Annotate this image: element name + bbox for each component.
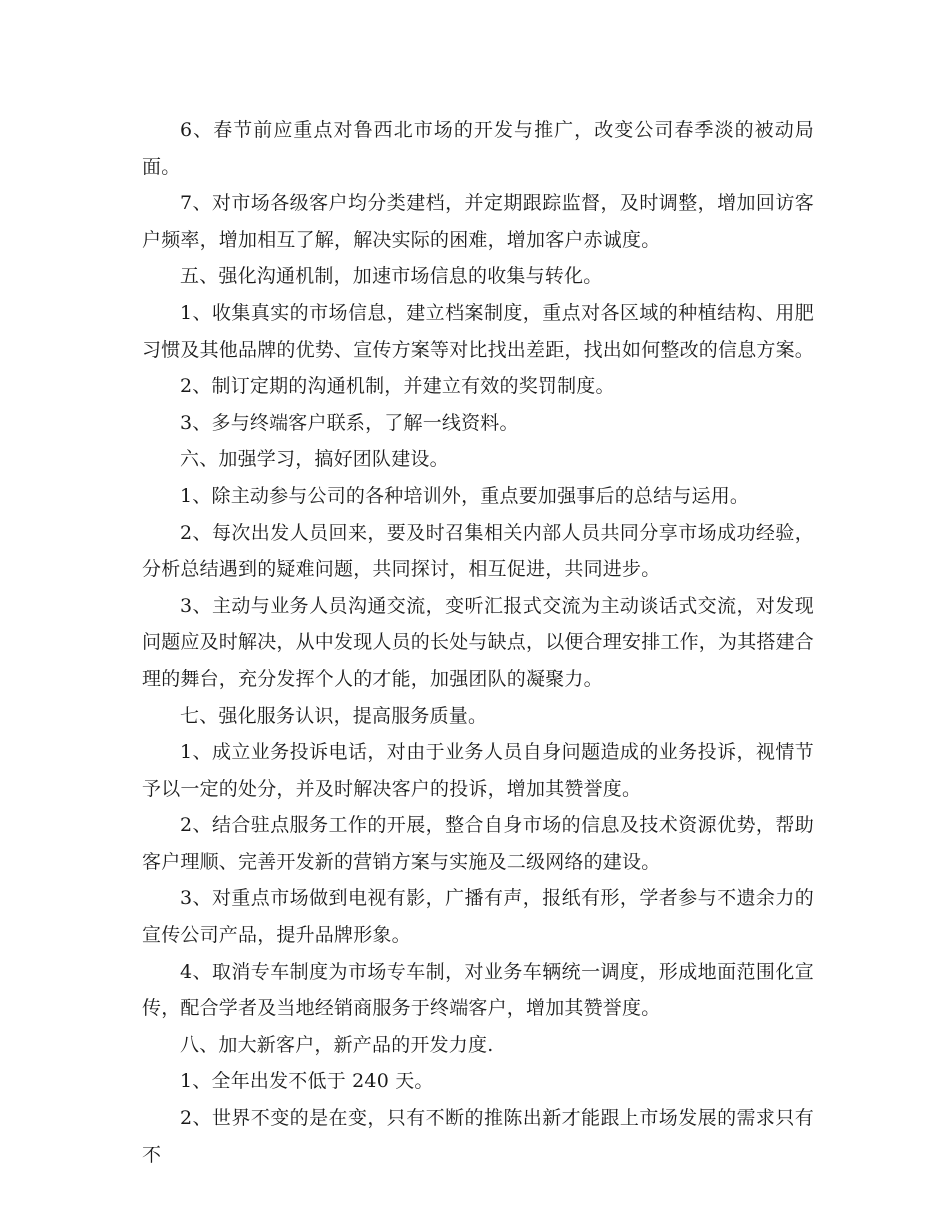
paragraph-5-2-reward-system: 2、制订定期的沟通机制，并建立有效的奖罚制度。 — [180, 375, 615, 398]
paragraph-7-customer-files: 7、对市场各级客户均分类建档，并定期跟踪监督，及时调整，增加回访客户频率，增加相互了解，解决实际的困难，增加客户赤诚度。 — [142, 192, 814, 251]
section-heading-5-communication: 五、强化沟通机制，加速市场信息的收集与转化。 — [180, 265, 603, 288]
paragraph-7-1-complaint-line: 1、成立业务投诉电话，对由于业务人员自身问题造成的业务投诉，视情节予以一定的处分，并及时解决客户的投诉，增加其赞誉度。 — [142, 741, 814, 800]
paragraph-7-2-onsite-service: 2、结合驻点服务工作的开展，整合自身市场的信息及技术资源优势，帮助客户理顺、完善开发新的营销方案与实施及二级网络的建设。 — [142, 814, 814, 873]
paragraph-6-2-share-experience: 2、每次出发人员回来，要及时召集相关内部人员共同分享市场成功经验，分析总结遇到的疑难问题，共同探讨，相互促进，共同进步。 — [142, 521, 814, 581]
section-heading-6-team-building: 六、加强学习，搞好团队建设。 — [180, 448, 449, 471]
section-heading-7-service: 七、强化服务认识，提高服务质量。 — [180, 704, 488, 727]
paragraph-8-2-innovation: 2、世界不变的是在变，只有不断的推陈出新才能跟上市场发展的需求只有不 — [142, 1107, 814, 1166]
paragraph-5-1-market-info: 1、收集真实的市场信息，建立档案制度，重点对各区域的种植结构、用肥习惯及其他品牌的优势、宣传方案等对比找出差距，找出如何整改的信息方案。 — [142, 301, 815, 361]
paragraph-6-spring-festival: 6、春节前应重点对鲁西北市场的开发与推广，改变公司春季淡的被动局面。 — [142, 119, 814, 178]
paragraph-8-1-travel-days: 1、全年出发不低于 240 天。 — [180, 1070, 434, 1093]
document-body — [142, 112, 814, 1173]
paragraph-5-3-end-customers: 3、多与终端客户联系，了解一线资料。 — [180, 411, 519, 434]
paragraph-6-3-communication: 3、主动与业务人员沟通交流，变听汇报式交流为主动谈话式交流，对发现问题应及时解决，从中发现人员的长处与缺点，以便合理安排工作，为其搭建合理的舞台，充分发挥个人的才能，加强团队的凝聚力。 — [142, 594, 815, 690]
paragraph-7-3-media-promotion: 3、对重点市场做到电视有影，广播有声，报纸有形，学者参与不遗余力的宣传公司产品，提升品牌形象。 — [142, 887, 814, 947]
paragraph-6-1-training: 1、除主动参与公司的各种培训外，重点要加强事后的总结与运用。 — [180, 484, 750, 507]
section-heading-8-new-customers: 八、加大新客户，新产品的开发力度. — [180, 1033, 494, 1056]
paragraph-7-4-vehicle-dispatch: 4、取消专车制度为市场专车制，对业务车辆统一调度，形成地面范围化宣传，配合学者及当地经销商服务于终端客户，增加其赞誉度。 — [142, 960, 814, 1020]
